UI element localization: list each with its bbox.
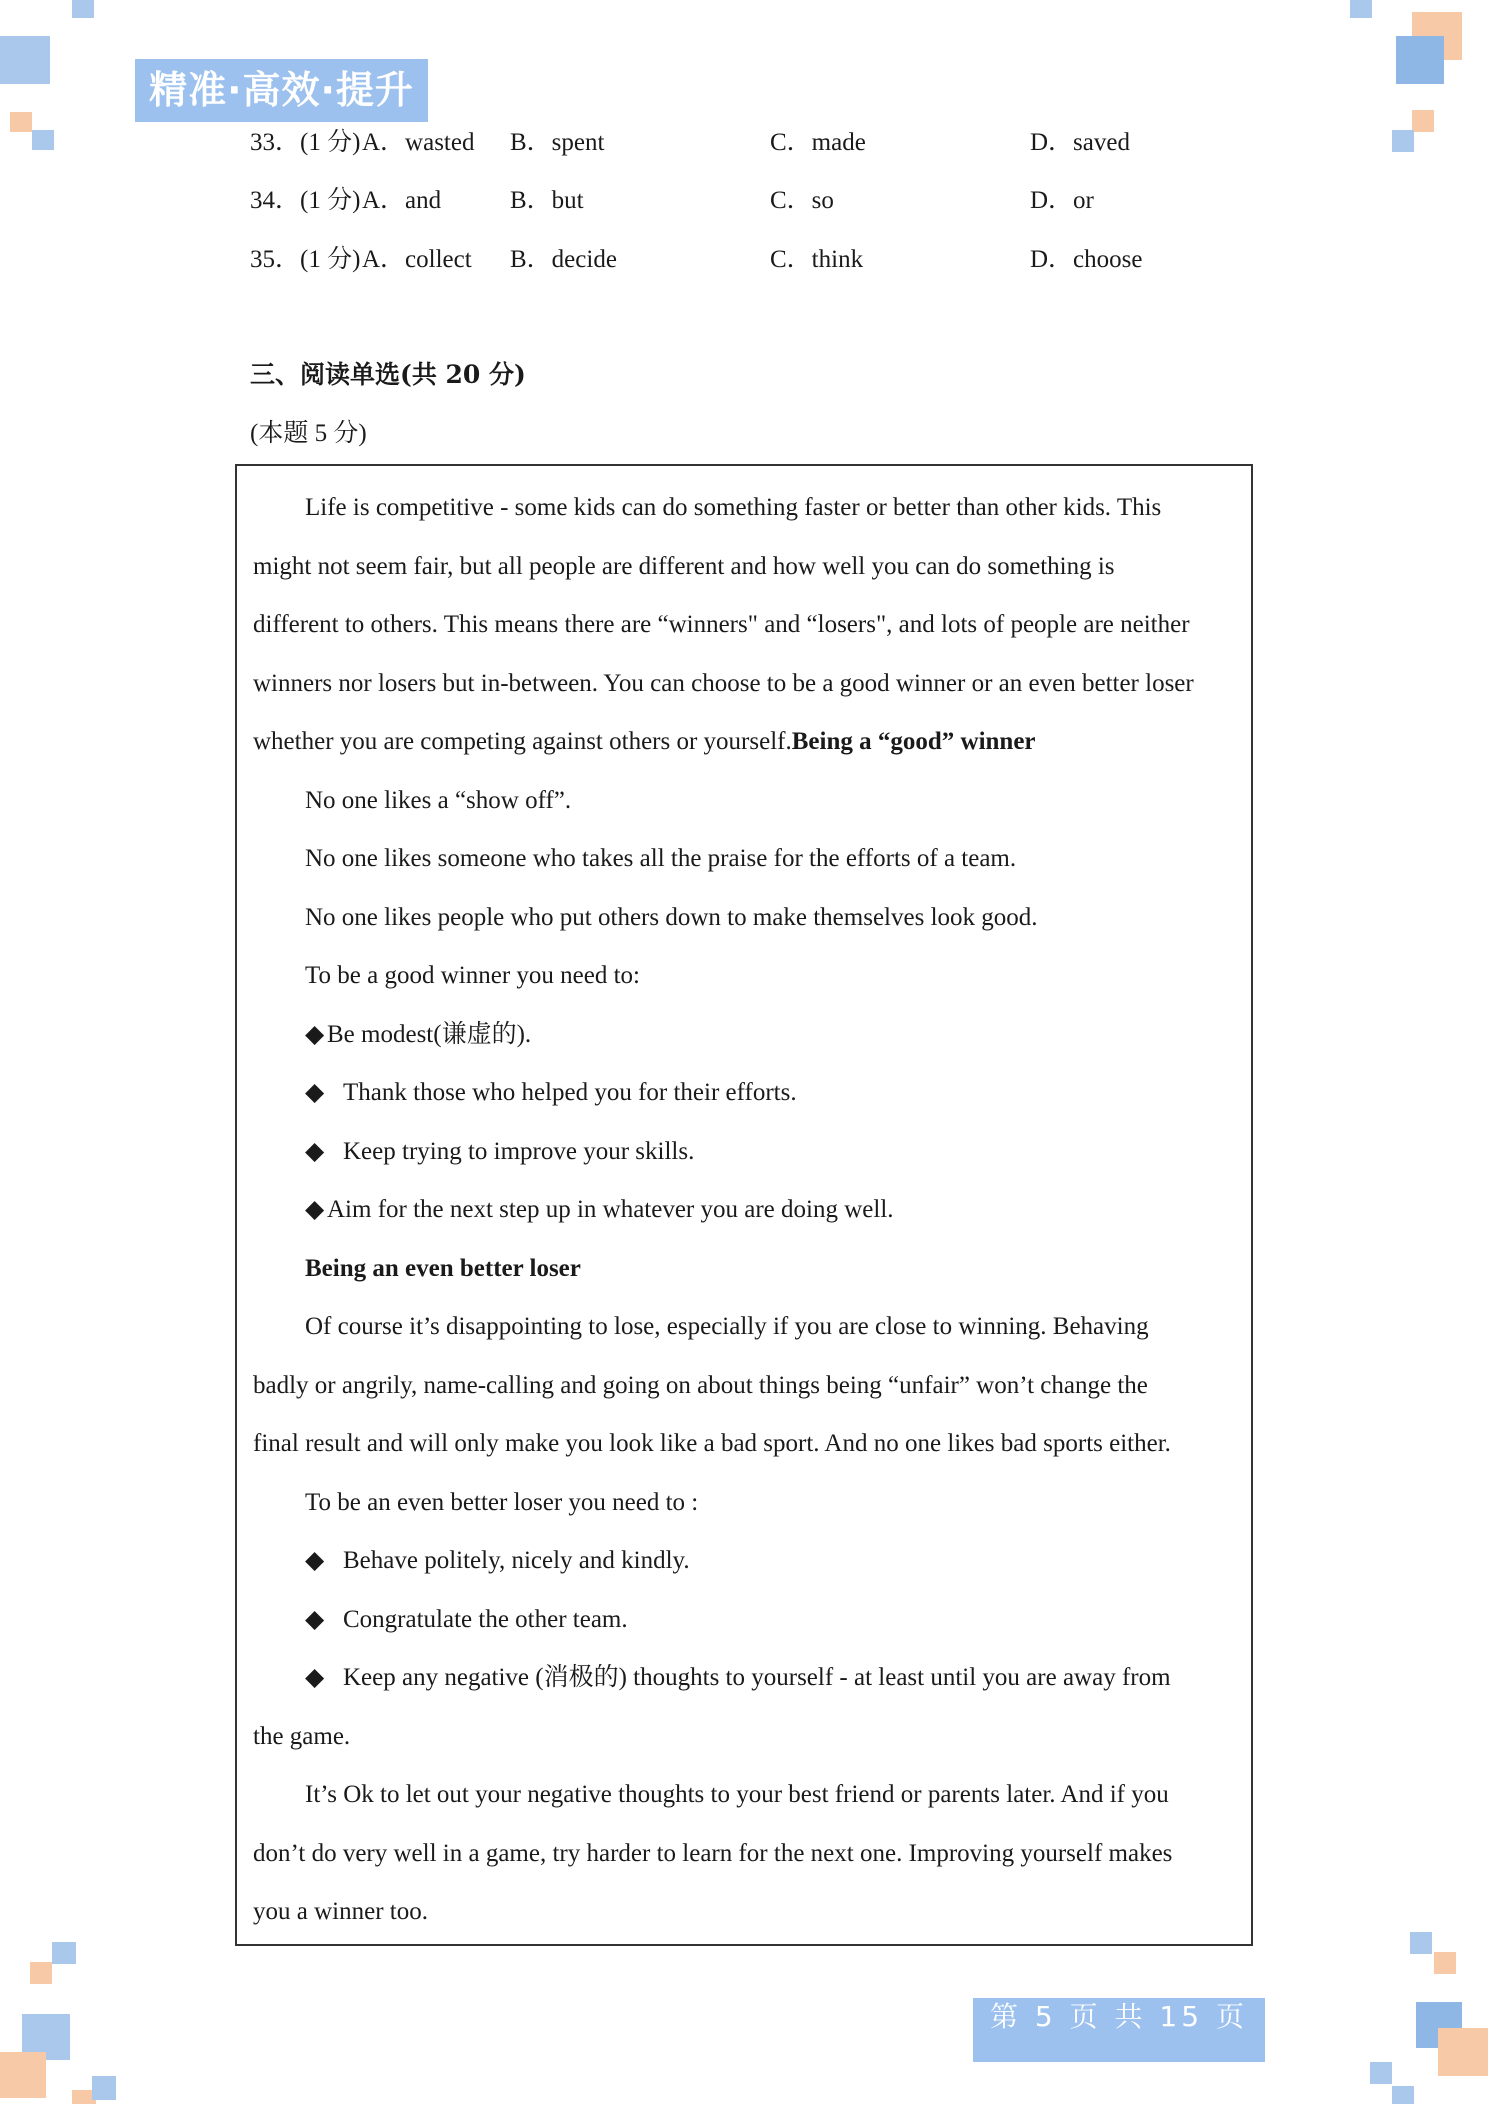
bullet-item — [305, 1600, 628, 1640]
bullet-item — [305, 1015, 531, 1055]
passage-line — [253, 722, 1036, 762]
question-row — [250, 123, 1250, 163]
page-number-badge: 第 5 页 共 15 页 — [973, 1998, 1265, 2062]
decor-square — [1350, 0, 1372, 18]
passage-line: To be a good winner you need to: — [305, 962, 640, 989]
decor-square — [1412, 110, 1434, 132]
passage-line: winners nor losers but in-between. You can choose to be a good winner or an even better loser — [253, 670, 1194, 697]
question-number: 35．(1 分) — [250, 246, 361, 273]
option-d: D．saved — [1030, 129, 1130, 156]
decor-square — [1438, 2028, 1488, 2076]
decor-square — [1370, 2062, 1392, 2084]
option-b: B．but — [510, 187, 584, 214]
option-b: B．decide — [510, 246, 617, 273]
diamond-bullet-icon: ◆ — [305, 1547, 325, 1574]
header-logo: 精准·高效·提升 — [135, 59, 428, 122]
bullet-text: Keep any negative (消极的) thoughts to yourself - at least until you are away from — [343, 1664, 1171, 1691]
passage-line: might not seem fair, but all people are different and how well you can do something is — [253, 553, 1115, 580]
diamond-bullet-icon: ◆ — [305, 1664, 325, 1691]
option-c: C．made — [770, 129, 866, 156]
option-c: C．think — [770, 246, 864, 273]
bullet-item — [305, 1541, 690, 1581]
bullet-item — [305, 1658, 1171, 1698]
decor-square — [0, 2052, 46, 2098]
decor-square — [1392, 130, 1414, 152]
passage-line: the game. — [253, 1723, 351, 1750]
option-d: D．choose — [1030, 246, 1143, 273]
bullet-text: Aim for the next step up in whatever you are doing well. — [327, 1196, 894, 1223]
passage-line: don’t do very well in a game, try harder to learn for the next one. Improving yourself makes — [253, 1840, 1173, 1867]
bullet-text: Be modest(谦虚的). — [327, 1021, 532, 1048]
question-row — [250, 240, 1250, 280]
passage-line: It’s Ok to let out your negative thoughts to your best friend or parents later. And if you — [305, 1781, 1169, 1808]
option-a: A．collect — [362, 246, 472, 273]
decor-square — [72, 0, 94, 18]
bullet-item — [305, 1132, 694, 1172]
passage-line: No one likes people who put others down to make themselves look good. — [305, 904, 1038, 931]
diamond-bullet-icon: ◆ — [305, 1021, 325, 1048]
diamond-bullet-icon: ◆ — [305, 1196, 325, 1223]
bullet-item — [305, 1190, 894, 1230]
heading-better-loser: Being an even better loser — [305, 1255, 581, 1282]
question-number: 33．(1 分) — [250, 129, 361, 156]
decor-square — [1434, 1952, 1456, 1974]
bullet-item — [305, 1073, 797, 1113]
decor-square — [52, 1942, 76, 1964]
decor-square — [10, 112, 32, 132]
decor-square — [1392, 2086, 1414, 2104]
section-title: 三、阅读单选(共 20 分) — [250, 360, 526, 389]
bullet-text: Thank those who helped you for their efforts. — [343, 1079, 797, 1106]
question-row — [250, 181, 1250, 221]
passage-text: whether you are competing against others or yourself. — [253, 728, 792, 755]
decor-square — [32, 130, 54, 150]
decor-square — [92, 2076, 116, 2100]
diamond-bullet-icon: ◆ — [305, 1079, 325, 1106]
passage-line: different to others. This means there are “winners" and “losers", and lots of people are neither — [253, 611, 1190, 638]
option-b: B．spent — [510, 129, 605, 156]
section-note: (本题 5 分) — [250, 420, 367, 447]
decor-square — [1396, 36, 1444, 84]
passage-line: badly or angrily, name-calling and going on about things being “unfair” won’t change the — [253, 1372, 1148, 1399]
decor-square — [1410, 1932, 1432, 1954]
reading-passage — [235, 464, 1253, 1946]
diamond-bullet-icon: ◆ — [305, 1138, 325, 1165]
decor-square — [0, 36, 50, 84]
passage-line: Life is competitive - some kids can do something faster or better than other kids. This — [305, 494, 1162, 521]
passage-line: you a winner too. — [253, 1898, 428, 1925]
option-a: A．and — [362, 187, 442, 214]
option-a: A．wasted — [362, 129, 475, 156]
bullet-text: Congratulate the other team. — [343, 1606, 628, 1633]
bullet-text: Behave politely, nicely and kindly. — [343, 1547, 690, 1574]
passage-line: No one likes a “show off”. — [305, 787, 572, 814]
question-number: 34．(1 分) — [250, 187, 361, 214]
passage-line: Of course it’s disappointing to lose, especially if you are close to winning. Behaving — [305, 1313, 1149, 1340]
decor-square — [30, 1962, 52, 1984]
option-d: D．or — [1030, 187, 1094, 214]
passage-line: To be an even better loser you need to : — [305, 1489, 699, 1516]
passage-line: final result and will only make you look like a bad sport. And no one likes bad sports either. — [253, 1430, 1171, 1457]
heading-good-winner: Being a “good” winner — [791, 728, 1036, 755]
option-c: C．so — [770, 187, 834, 214]
diamond-bullet-icon: ◆ — [305, 1606, 325, 1633]
bullet-text: Keep trying to improve your skills. — [343, 1138, 695, 1165]
passage-line: No one likes someone who takes all the praise for the efforts of a team. — [305, 845, 1017, 872]
